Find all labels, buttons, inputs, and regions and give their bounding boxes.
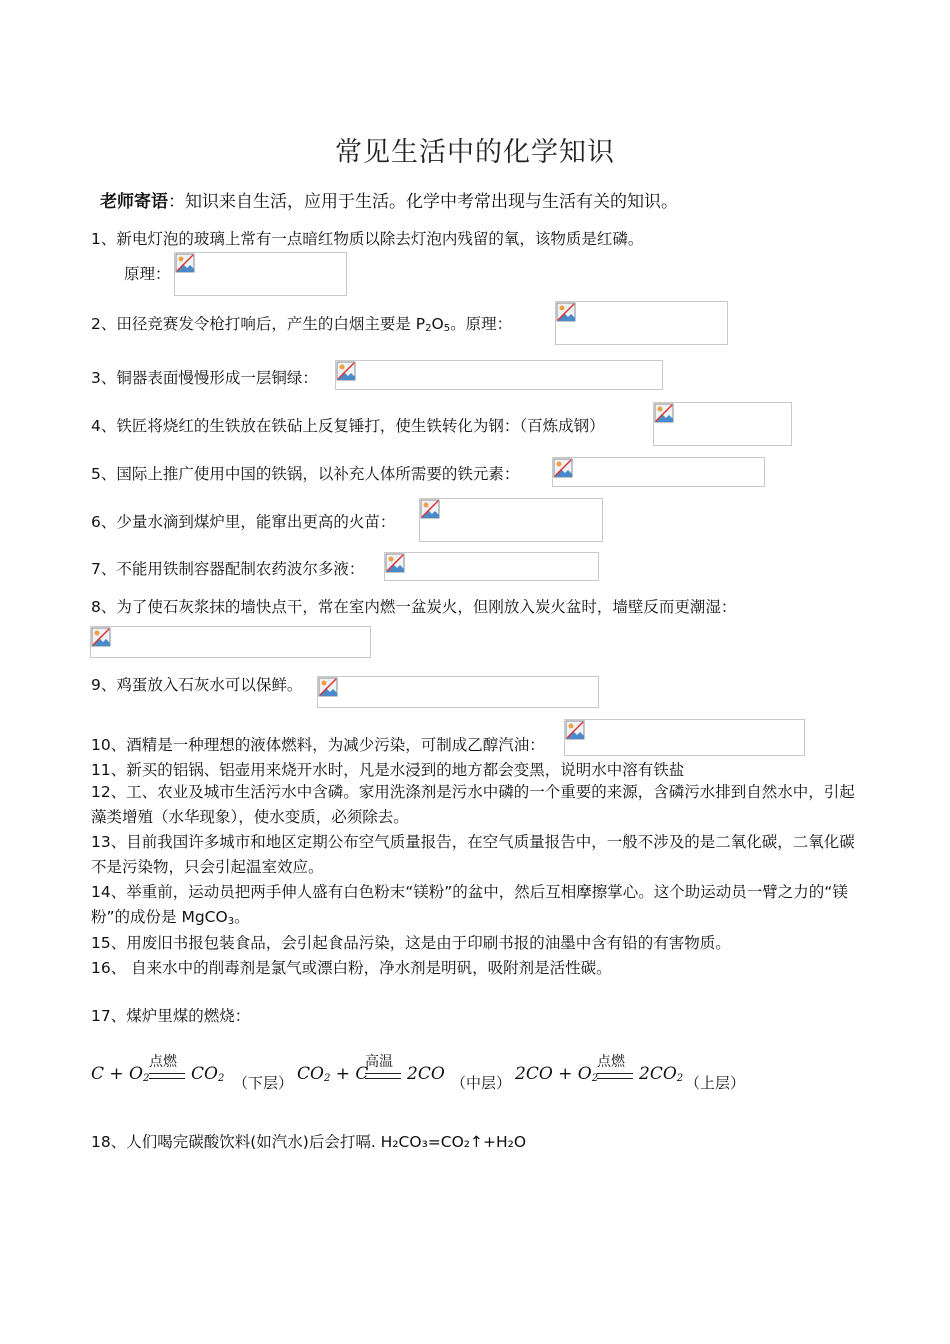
equation-3-product: $2CO_2$ [639,1064,684,1084]
equation-2-condition: 高温 [365,1054,393,1070]
equation-3-reactants: $2CO + O_2$ [515,1064,599,1084]
item-2-sub-1: 2 [425,323,432,334]
broken-image-icon [91,627,111,647]
item-7: 7、不能用铁制容器配制农药波尔多液： [91,560,365,578]
item-3: 3、铜器表面慢慢形成一层铜绿： [91,369,318,387]
equation-1-reactants: $C + O_2$ [91,1064,150,1084]
item-2-text-c: 。原理： [450,315,513,333]
broken-image-placeholder [384,552,599,581]
broken-image-placeholder [555,301,728,345]
broken-image-placeholder [174,252,347,296]
broken-image-icon [385,553,405,573]
item-1-principle-label: 原理： [124,265,171,283]
equation-1-condition: 点燃 [149,1054,177,1070]
teacher-note-label: 老师寄语 [100,192,168,212]
broken-image-placeholder [317,676,599,708]
teacher-note-text: ：知识来自生活，应用于生活。化学中考常出现与生活有关的知识。 [168,192,678,212]
broken-image-placeholder [552,457,765,487]
equation-3-equals-sign [597,1073,633,1079]
item-10: 10、酒精是一种理想的液体燃料，为减少污染，可制成乙醇汽油： [91,736,545,754]
item-2-sub-2: 5 [443,323,451,334]
item-4: 4、铁匠将烧红的生铁放在铁砧上反复锤打，使生铁转化为钢：（百炼成钢） [91,417,605,435]
item-15: 15、用废旧书报包装食品，会引起食品污染，这是由于印刷书报的油墨中含有铅的有害物质。 [91,934,731,952]
item-8: 8、为了使石灰浆抹的墙快点干，常在室内燃一盆炭火，但刚放入炭火盆时，墙壁反而更潮湿： [91,598,737,616]
broken-image-placeholder [653,402,792,446]
broken-image-icon [654,403,674,423]
item-14 [91,880,861,934]
broken-image-icon [175,253,195,273]
broken-image-icon [420,499,440,519]
broken-image-icon [336,361,356,381]
broken-image-placeholder [564,719,805,756]
equation-3-layer: （上层） [685,1074,746,1092]
item-2 [91,312,512,334]
broken-image-icon [553,458,573,478]
broken-image-icon [565,720,585,740]
page-title: 常见生活中的化学知识 [335,137,615,168]
broken-image-icon [556,302,576,322]
equation-1-layer: （下层） [233,1074,294,1092]
item-5: 5、国际上推广使用中国的铁锅，以补充人体所需要的铁元素： [91,465,520,483]
item-13: 13、目前我国许多城市和地区定期公布空气质量报告，在空气质量报告中，一般不涉及的是二氧化碳，二氧化碳不是污染物，只会引起温室效应。 [91,833,855,876]
equation-3-condition: 点燃 [597,1054,625,1070]
combustion-equations [91,1046,861,1096]
equation-2-layer: （中层） [451,1074,512,1092]
item-6: 6、少量水滴到煤炉里，能窜出更高的火苗： [91,513,396,531]
broken-image-placeholder [90,626,371,658]
item-18: 18、人们喝完碳酸饮料(如汽水)后会打嗝. H₂CO₃=CO₂↑+H₂O [91,1133,527,1151]
broken-image-placeholder [419,498,603,542]
item-14-text-a: 14、举重前，运动员把两手伸人盛有白色粉末“镁粉”的盆中，然后互相摩擦掌心。这个助运动员一臂之力的“镁粉”的成份是 MgCO [91,883,848,926]
teacher-note [100,187,678,212]
broken-image-placeholder [335,360,663,390]
item-2-text-b: O [431,315,444,333]
equation-2-product: 2CO [407,1064,445,1084]
item-11: 11、新买的铝锅、铝壶用来烧开水时，凡是水浸到的地方都会变黑，说明水中溶有铁盐 [91,761,685,779]
item-14-sub: 3 [227,916,235,927]
item-12: 12、工、农业及城市生活污水中含磷。家用洗涤剂是污水中磷的一个重要的来源，含磷污水排到自然水中，引起藻类增殖（水华现象），使水变质，必须除去。 [91,783,855,826]
item-17: 17、煤炉里煤的燃烧： [91,1007,251,1025]
broken-image-icon [318,677,338,697]
equation-1-equals-sign [149,1073,185,1079]
item-16: 16、 自来水中的削毒剂是氯气或漂白粉，净水剂是明矾，吸附剂是活性碳。 [91,959,612,977]
item-2-text-a: 2、田径竞赛发令枪打响后，产生的白烟主要是 P [91,315,426,333]
equation-2-equals-sign [365,1073,401,1079]
item-9: 9、鸡蛋放入石灰水可以保鲜。 [91,676,303,694]
equation-1-product: $CO_2$ [191,1064,225,1084]
item-1: 1、新电灯泡的玻璃上常有一点暗红物质以除去灯泡内残留的氧，该物质是红磷。 [91,230,644,248]
item-14-text-b: 。 [234,908,250,926]
equation-2-reactants: $CO_2 + C$ [297,1064,369,1084]
